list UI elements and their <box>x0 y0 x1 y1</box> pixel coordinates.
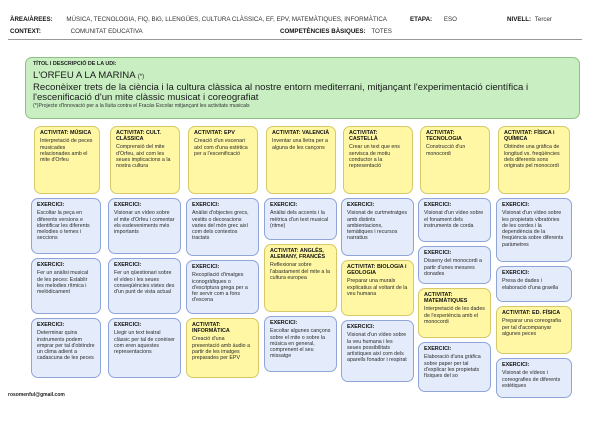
card-exercici <box>31 258 101 314</box>
competencies <box>280 28 392 35</box>
card-head: ACTIVITAT: INFORMÀTICA <box>192 322 230 335</box>
card-valencia <box>266 126 336 194</box>
card-exercici <box>341 198 414 256</box>
udi-title-text: L'ORFEU A LA MARINA <box>33 70 136 81</box>
card-exercici <box>264 198 337 240</box>
card-body: Escoltar algunes cançons sobre el mite o sobre la música en general, comprenent el seu missatge <box>270 328 331 360</box>
card-body: Inventar una lletra per a alguna de les cançons <box>272 138 328 151</box>
card-body: Escoltar la peça en diferents versions e identificar les diferents melodies o temes i seccions <box>37 210 90 242</box>
card-head: EXERCICI: <box>114 202 142 208</box>
card-head: EXERCICI: <box>37 262 65 268</box>
competencies-value: TOTES <box>371 28 392 35</box>
card-body: Anàlisi dels accents i la mètrica d'un text musical (ritme) <box>270 210 329 229</box>
card-matematiques <box>418 288 491 338</box>
card-head: EXERCICI: <box>347 202 375 208</box>
card-head: EXERCICI: <box>347 324 375 330</box>
card-fisica-quimica <box>498 126 570 194</box>
etapa-label: ETAPA: <box>410 16 433 23</box>
card-body: Visionat de curtmetratges amb distints ambientacions, temàtiques i recursos narratius <box>347 210 407 242</box>
card-llengues-estrangeres <box>264 244 337 312</box>
card-body: Fer un anàlisi musical de les peces: Establir les melodies rítmica i melòdicament <box>37 270 89 296</box>
card-informatica <box>186 318 259 378</box>
card-body: Fer un qüestionari sobre el vídeo i les seues conseqüències vistes des d'un punt de vista actual <box>114 270 175 296</box>
card-head: ACTIVITAT: BIOLOGIA i GEOLOGIA <box>347 264 407 277</box>
card-body: Interpretació de peces musicades relacionades amb el mite d'Orfeu <box>40 138 93 164</box>
card-head: ACTIVITAT: CULT. CLÀSSICA <box>116 130 161 143</box>
context-label: CONTEXT: <box>10 28 41 35</box>
context <box>10 28 143 35</box>
card-head: ACTIVITAT: MATEMÀTIQUES <box>424 292 468 305</box>
card-exercici <box>186 198 259 256</box>
card-body: Construcció d'un monocordi <box>426 144 466 157</box>
card-exercici <box>341 320 414 382</box>
card-body: Interpretació de les dades de l'experiència amb el monocordi <box>424 306 485 325</box>
title-description-box <box>25 57 580 119</box>
card-exercici <box>418 342 491 392</box>
card-head: ACTIVITAT: VALENCIÀ <box>272 130 330 136</box>
card-head: EXERCICI: <box>502 362 530 368</box>
competencies-label: COMPETÈNCIES BÀSIQUES: <box>280 28 366 35</box>
card-head: EXERCICI: <box>502 202 530 208</box>
card-body: Comprensió del mite d'Orfeu, així com les seues implicacions a la nostra cultura <box>116 144 171 170</box>
card-exercici <box>108 318 181 378</box>
card-exercici <box>31 318 101 378</box>
udi-description: Reconèixer trets de la ciència i la cultura clàssica al nostre entorn mediterrani, mitjançant l'experimentació científica i l'escenificació d'un mite clàssic musicat i coreografiat <box>33 81 529 103</box>
card-exercici <box>496 266 572 302</box>
card-body: Visionat d'un vídeo sobre les propietats vibratòries de les cordes i la dependència de la freqüència sobre diferents paràmetres <box>502 210 564 248</box>
card-exercici <box>108 198 181 254</box>
card-head: EXERCICI: <box>424 250 452 256</box>
card-head: ACTIVITAT: EPV <box>194 130 235 136</box>
card-head: EXERCICI: <box>424 346 452 352</box>
card-body: Llegir un text teatral clàssic per tal de conèixer com eren aquestes representacions <box>114 330 175 356</box>
card-body: Visionar un vídeo sobre el mite d'Orfeu i comentar els esdeveniments més importants <box>114 210 175 236</box>
card-head: ACTIVITAT: FÍSICA i QUÍMICA <box>504 130 555 143</box>
card-exercici <box>186 260 259 314</box>
header-area-row <box>10 16 387 23</box>
area-label: ÀREA/ÀREES: <box>10 16 53 23</box>
card-body: Recopilació d'imatges iconogràfiques o d'escriptura grega per a fer servir com a fons d'escena <box>192 272 248 304</box>
nivell <box>507 16 552 23</box>
card-exercici <box>108 258 181 314</box>
card-head: EXERCICI: <box>192 202 220 208</box>
card-body: Elaboració d'una gràfica sobre paper per tal d'explicar les propietats físiques del so <box>424 354 481 380</box>
card-body: Creació d'una presentació amb àudio a partir de les imatges preparades per EPV <box>192 336 251 362</box>
card-head: EXERCICI: <box>192 264 220 270</box>
card-exercici <box>496 358 572 398</box>
card-body: Creació d'un escenari així com d'una estètica per a l'escenificació <box>194 138 248 157</box>
card-head: ACTIVITAT: ED. FÍSICA <box>502 310 561 316</box>
card-body: Reflexionar sobre l'abastament del mite a la cultura europea <box>270 262 330 281</box>
card-head: EXERCICI: <box>37 322 65 328</box>
card-head: EXERCICI: <box>502 270 530 276</box>
card-head: EXERCICI: <box>424 202 452 208</box>
etapa <box>410 16 457 23</box>
nivell-value: Tercer <box>534 16 552 23</box>
card-head: EXERCICI: <box>270 320 298 326</box>
card-exercici <box>418 198 491 242</box>
card-head: EXERCICI: <box>270 202 298 208</box>
card-cultura-classica <box>110 126 180 194</box>
card-body: Determinar quins instruments podem emprar per tal d'obtindre un clima adient a cadascuna de les peces <box>37 330 95 362</box>
area-value: MÚSICA, TECNOLOGIA, FIQ, BiG, LLENGÜES, CULTURA CLÀSSICA, EF, EPV, MATEMÀTIQUES, INFORMÀTICA <box>66 16 387 23</box>
card-epv <box>188 126 258 194</box>
card-head: EXERCICI: <box>114 262 142 268</box>
etapa-value: ESO <box>443 16 457 23</box>
card-body: Obtindre una gràfica de longitud vs. freqüències dels diferents sons originats pel monocordi <box>504 144 560 170</box>
card-body: Crear un text que ens servisca de motiu conductor a la representació <box>349 144 400 170</box>
footer-email: rosomenful@gmail.com <box>8 392 65 398</box>
card-body: Visionat d'un vídeo sobre la veu humana i les seues possibilitats artístiques així com dels aparells fonador i respirat <box>347 332 407 364</box>
card-head: ACTIVITAT: ANGLÈS, ALEMANY, FRANCÈS <box>270 248 326 261</box>
context-value: COMUNITAT EDUCATIVA <box>70 28 143 35</box>
card-exercici <box>31 198 101 254</box>
card-head: ACTIVITAT: TECNOLOGIA <box>426 130 462 143</box>
card-head: EXERCICI: <box>114 322 142 328</box>
card-body: Visionat de vídeos i coreografies de diferents estètiques <box>502 370 561 389</box>
card-head: ACTIVITAT: CASTELLÀ <box>349 130 378 143</box>
card-body: Disseny del monocordi a partir d'unes mesures donades <box>424 258 482 277</box>
card-musica <box>34 126 100 194</box>
card-biologia-geologia <box>341 260 414 316</box>
udi-title-mark: (*) <box>137 74 145 80</box>
card-head: ACTIVITAT: MÚSICA <box>40 130 92 136</box>
nivell-label: NIVELL: <box>507 16 532 23</box>
card-body: Preparar una murals explicatius al voltant de la veu humana <box>347 278 408 297</box>
card-exercici <box>496 198 572 262</box>
card-exercici <box>264 316 337 372</box>
card-body: Presa de dades i elaboració d'una graella <box>502 278 559 291</box>
card-body: Visionat d'un vídeo sobre el fonament dels instruments de corda <box>424 210 484 229</box>
title-label: TÍTOL I DESCRIPCIÓ DE LA UDI: <box>33 61 117 67</box>
header-divider <box>8 39 582 40</box>
card-tecnologia <box>420 126 490 194</box>
udi-note: (*)Projecte d'Innovació per a la lluita contra el Fracàs Escolar mitjançant les activitats musicals <box>33 103 250 110</box>
card-head: EXERCICI: <box>37 202 65 208</box>
card-exercici <box>418 246 491 284</box>
card-body: Preparar una coreografia per tal d'acompanyar algunes peces <box>502 318 561 337</box>
udi-title <box>33 71 572 83</box>
card-castella <box>343 126 413 194</box>
card-ed-fisica <box>496 306 572 354</box>
card-body: Anàlisi d'objectes grecs, vestits o decoracions varies del món grec així com dels contextos tractats <box>192 210 249 242</box>
